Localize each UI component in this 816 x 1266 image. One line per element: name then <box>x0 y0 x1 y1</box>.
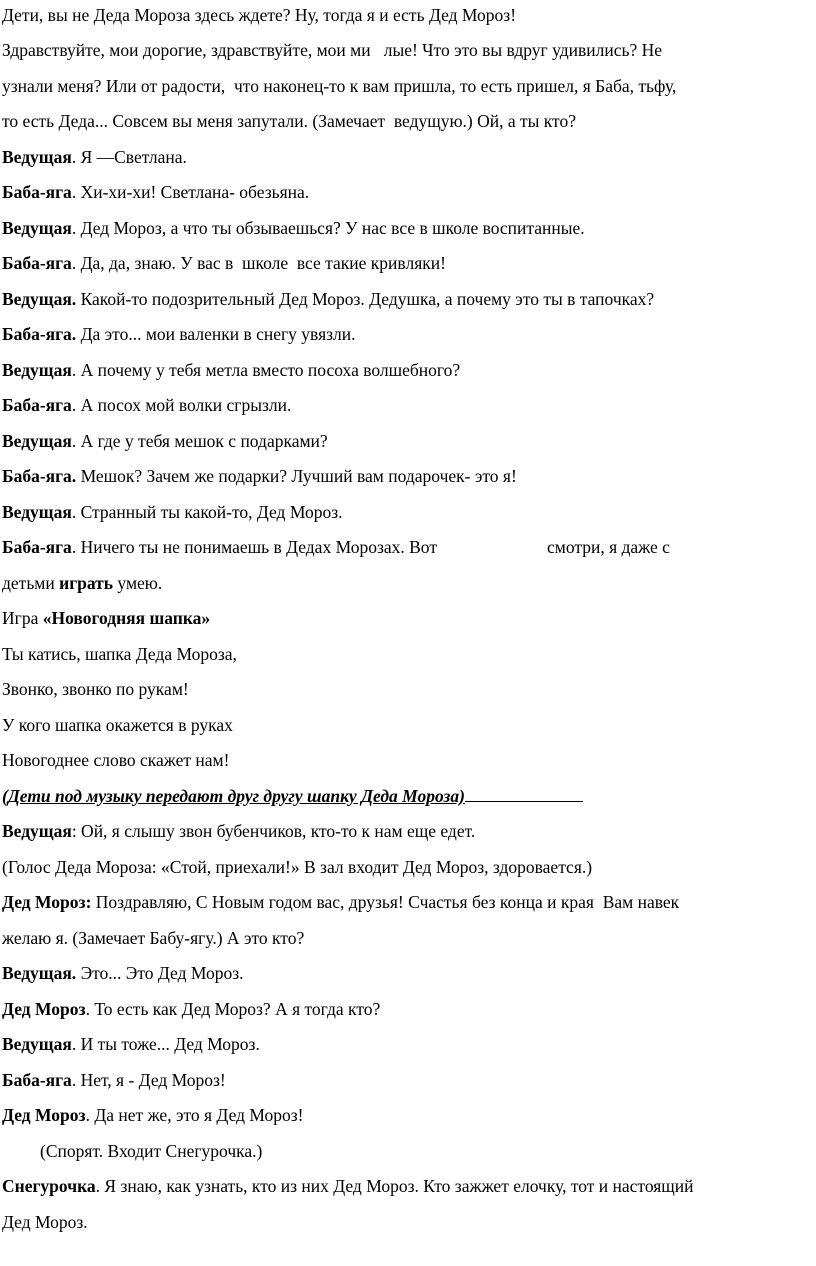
underline-tail <box>465 786 583 802</box>
verse-line <box>2 677 189 701</box>
line-text: . И ты тоже... Дед Мороз. <box>71 1034 260 1054</box>
dialogue-line <box>2 1032 260 1056</box>
line-text: . Нет, я - Дед Мороз! <box>71 1070 226 1090</box>
speaker-name: Дед Мороз: <box>2 892 92 912</box>
line-text: Звонко, звонко по рукам! <box>2 679 189 699</box>
speaker-name: Ведущая <box>2 360 72 380</box>
dialogue-line <box>2 535 670 559</box>
dialogue-line <box>2 464 517 488</box>
line-text: Здравствуйте, мои дорогие, здравствуйте, мои ми лые! Что это вы вдруг удивились? Не <box>2 40 663 60</box>
line-text: . То есть как Дед Мороз? А я тогда кто? <box>85 999 381 1019</box>
speaker-name: Ведущая <box>2 218 72 238</box>
line-text: . Странный ты какой-то, Дед Мороз. <box>71 502 343 522</box>
speaker-name: Баба-яга <box>2 1070 72 1090</box>
line-text-tail: смотри, я даже с <box>546 537 670 557</box>
line-text: узнали меня? Или от радости, что наконец-то к вам пришла, то есть пришел, я Баба, тьфу, <box>2 76 677 96</box>
speaker-name: Дед Мороз <box>2 1105 86 1125</box>
line-text: желаю я. (Замечает Бабу-ягу.) А это кто? <box>2 928 305 948</box>
line-text: Какой-то подозрительный Дед Мороз. Дедушка, а почему это ты в тапочках? <box>76 289 655 309</box>
line-text: . Хи-хи-хи! Светлана- обезьяна. <box>71 182 310 202</box>
line-text: : Ой, я слышу звон бубенчиков, кто-то к нам еще едет. <box>71 821 476 841</box>
line-text: Да это... мои валенки в снегу увязли. <box>76 324 356 344</box>
dialogue-line <box>2 145 187 169</box>
line-text-after: умею. <box>113 573 163 593</box>
stage-direction: (Дети под музыку передают друг другу шапку Деда Мороза) <box>2 786 465 806</box>
speaker-name: Ведущая. <box>2 289 77 309</box>
dialogue-line <box>2 393 291 417</box>
dialogue-line <box>2 500 343 524</box>
speaker-name: Ведущая <box>2 502 72 522</box>
line-text: Мешок? Зачем же подарки? Лучший вам подарочек- это я! <box>76 466 517 486</box>
dialogue-line <box>2 890 679 914</box>
line-text: Это... Это Дед Мороз. <box>76 963 244 983</box>
line-text: Новогоднее слово скажет нам! <box>2 750 230 770</box>
text-line <box>2 926 304 950</box>
dialogue-line <box>2 251 446 275</box>
text-line <box>2 3 516 27</box>
dialogue-line <box>2 287 654 311</box>
text-line <box>2 1210 88 1234</box>
line-text: . Да, да, знаю. У вас в школе все такие кривляки! <box>71 253 446 273</box>
line-text: . Я —Светлана. <box>71 147 187 167</box>
verse-line <box>2 642 237 666</box>
line-text: . А почему у тебя метла вместо посоха волшебного? <box>71 360 461 380</box>
dialogue-line <box>2 216 585 240</box>
speaker-name: Снегурочка <box>2 1176 96 1196</box>
dialogue-line <box>2 429 328 453</box>
line-text: Поздравляю, С Новым годом вас, друзья! Счастья без конца и края Вам навек <box>91 892 680 912</box>
line-text: . А посох мой волки сгрызли. <box>71 395 292 415</box>
line-text: . Да нет же, это я Дед Мороз! <box>85 1105 304 1125</box>
verse-line <box>2 713 233 737</box>
text-line <box>2 38 662 62</box>
speaker-name: Баба-яга <box>2 395 72 415</box>
game-title: «Новогодняя шапка» <box>42 608 211 628</box>
stage-direction-line <box>40 1139 262 1163</box>
line-text: У кого шапка окажется в руках <box>2 715 233 735</box>
line-text: . Дед Мороз, а что ты обзываешься? У нас все в школе воспитанные. <box>71 218 585 238</box>
speaker-name: Баба-яга <box>2 253 72 273</box>
text-line <box>2 109 576 133</box>
dialogue-line <box>2 180 309 204</box>
text-line <box>2 74 676 98</box>
dialogue-line <box>2 358 460 382</box>
dialogue-line <box>2 961 244 985</box>
text-line <box>2 571 162 595</box>
text-line <box>2 855 592 879</box>
verse-line <box>2 748 229 772</box>
dialogue-line <box>2 322 356 346</box>
bold-word: играть <box>59 573 114 593</box>
speaker-name: Баба-яга <box>2 537 72 557</box>
speaker-name: Ведущая <box>2 1034 72 1054</box>
speaker-name: Баба-яга <box>2 182 72 202</box>
line-text: Дед Мороз. <box>2 1212 88 1232</box>
dialogue-line <box>2 819 475 843</box>
speaker-name: Ведущая. <box>2 963 77 983</box>
dialogue-line <box>2 997 380 1021</box>
line-text: детьми <box>2 573 60 593</box>
speaker-name: Ведущая <box>2 821 72 841</box>
line-text: . Я знаю, как узнать, кто из них Дед Мороз. Кто зажжет елочку, тот и настоящий <box>95 1176 694 1196</box>
speaker-name: Ведущая <box>2 147 72 167</box>
speaker-name: Дед Мороз <box>2 999 86 1019</box>
speaker-name: Ведущая <box>2 431 72 451</box>
line-text: . Ничего ты не понимаешь в Дедах Морозах. Вот <box>71 537 437 557</box>
speaker-name: Баба-яга. <box>2 324 77 344</box>
line-text: Ты катись, шапка Деда Мороза, <box>2 644 237 664</box>
dialogue-line <box>2 1103 304 1127</box>
stage-direction-line <box>2 784 583 808</box>
line-text: то есть Деда... Совсем вы меня запутали. (Замечает ведущую.) Ой, а ты кто? <box>2 111 576 131</box>
line-text: (Голос Деда Мороза: «Стой, приехали!» В зал входит Дед Мороз, здоровается.) <box>2 857 593 877</box>
dialogue-line <box>2 1174 694 1198</box>
line-text: (Спорят. Входит Снегурочка.) <box>40 1141 263 1161</box>
speaker-name: Баба-яга. <box>2 466 77 486</box>
game-title-line <box>2 606 210 630</box>
line-text: Дети, вы не Деда Мороза здесь ждете? Ну, тогда я и есть Дед Мороз! <box>2 5 517 25</box>
line-text: . А где у тебя мешок с подарками? <box>71 431 328 451</box>
line-text: Игра <box>2 608 43 628</box>
dialogue-line <box>2 1068 226 1092</box>
